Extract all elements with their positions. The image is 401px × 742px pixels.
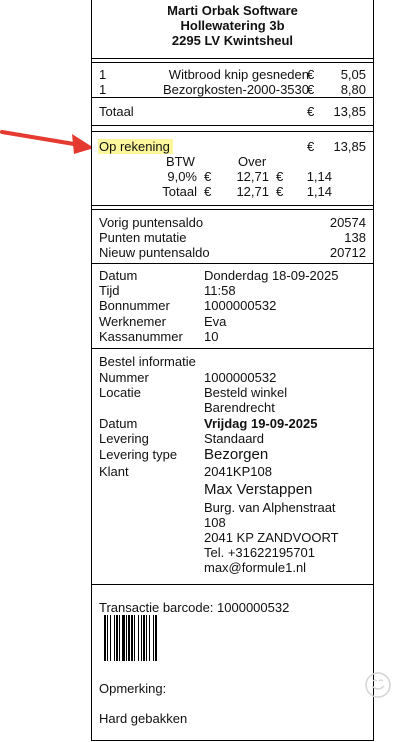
smiley-icon xyxy=(364,671,392,699)
item-currency: € xyxy=(307,67,315,82)
vat-col-over: Over xyxy=(238,154,267,169)
points-value: 20712 xyxy=(329,245,366,260)
total-label: Totaal xyxy=(99,104,134,119)
delivery-value: Standaard xyxy=(204,431,264,446)
vat-row-currency: € xyxy=(276,184,284,199)
item-qty: 1 xyxy=(99,82,107,97)
order-number: 1000000532 xyxy=(204,370,277,385)
meta-label: Kassanummer xyxy=(99,329,183,344)
meta-label: Bonnummer xyxy=(99,298,170,313)
divider xyxy=(92,125,373,126)
payment-method-label: Op rekening xyxy=(98,139,173,154)
delivery-label: Levering xyxy=(99,431,149,446)
meta-value: Eva xyxy=(204,314,227,329)
customer-id: 2041KP108 xyxy=(204,464,272,479)
divider xyxy=(92,209,373,210)
item-price: 5,05 xyxy=(340,67,366,82)
order-title: Bestel informatie xyxy=(99,354,196,369)
vat-row-over: 12,71 xyxy=(236,184,269,199)
vat-row-btw: 1,14 xyxy=(306,169,332,184)
remark-label: Opmerking: xyxy=(99,681,167,696)
payment-method xyxy=(99,139,173,154)
vat-row-currency: € xyxy=(204,169,212,184)
meta-label: Werknemer xyxy=(99,314,166,329)
divider xyxy=(92,205,373,206)
points-label: Punten mutatie xyxy=(99,230,187,245)
customer-label: Klant xyxy=(99,464,129,479)
order-location: Besteld winkel xyxy=(204,385,288,400)
divider xyxy=(92,131,373,132)
pointer-arrow-icon xyxy=(0,126,95,156)
divider xyxy=(92,58,373,59)
vat-row-currency: € xyxy=(204,184,212,199)
meta-value: 10 xyxy=(204,329,219,344)
total-value: 13,85 xyxy=(333,104,366,119)
customer-name: Max Verstappen xyxy=(204,481,313,498)
item-currency: € xyxy=(307,82,315,97)
payment-value: 13,85 xyxy=(333,139,366,154)
meta-value: 1000000532 xyxy=(204,298,277,313)
points-label: Nieuw puntensaldo xyxy=(99,245,210,260)
vat-row-over: 12,71 xyxy=(236,169,269,184)
item-desc: Bezorgkosten-2000-3530 xyxy=(163,82,309,97)
order-date-label: Datum xyxy=(99,416,138,431)
divider xyxy=(92,348,373,349)
customer-house-number: 108 xyxy=(204,515,226,530)
points-label: Vorig puntensaldo xyxy=(99,215,204,230)
customer-postal-city: 2041 KP ZANDVOORT xyxy=(204,530,339,545)
item-qty: 1 xyxy=(99,67,107,82)
divider xyxy=(92,263,373,264)
company-street: Hollewatering 3b xyxy=(180,18,285,33)
customer-email: max@formule1.nl xyxy=(204,560,307,575)
vat-col-btw: BTW xyxy=(166,154,195,169)
order-number-label: Nummer xyxy=(99,370,149,385)
item-desc: Witbrood knip gesneden xyxy=(168,67,309,82)
order-date: Vrijdag 19-09-2025 xyxy=(204,416,318,431)
vat-row-currency: € xyxy=(276,169,284,184)
item-price: 8,80 xyxy=(340,82,366,97)
order-location-city: Barendrecht xyxy=(204,400,275,415)
company-city: 2295 LV Kwintsheul xyxy=(171,33,294,48)
points-value: 20574 xyxy=(329,215,366,230)
receipt xyxy=(91,0,374,741)
points-value: 138 xyxy=(344,230,366,245)
customer-address: Burg. van Alphenstraat xyxy=(204,500,336,515)
barcode-label: Transactie barcode: 1000000532 xyxy=(99,600,290,615)
meta-label: Datum xyxy=(99,268,138,283)
meta-value: 11:58 xyxy=(204,283,236,298)
order-location-label: Locatie xyxy=(99,385,141,400)
remark-text: Hard gebakken xyxy=(99,711,188,726)
meta-label: Tijd xyxy=(99,283,120,298)
divider xyxy=(92,97,373,98)
customer-phone: Tel. +31622195701 xyxy=(204,545,315,560)
meta-value: Donderdag 18-09-2025 xyxy=(204,268,339,283)
delivery-type: Bezorgen xyxy=(204,446,269,463)
total-currency: € xyxy=(307,104,315,119)
barcode-image xyxy=(104,615,168,661)
vat-row-btw: 1,14 xyxy=(306,184,332,199)
divider xyxy=(92,62,373,63)
divider xyxy=(92,584,373,585)
vat-row-label: Totaal xyxy=(162,184,197,199)
payment-currency: € xyxy=(307,139,315,154)
company-name: Marti Orbak Software xyxy=(167,3,298,18)
vat-row-label: 9,0% xyxy=(167,169,197,184)
delivery-type-label: Levering type xyxy=(99,447,178,462)
